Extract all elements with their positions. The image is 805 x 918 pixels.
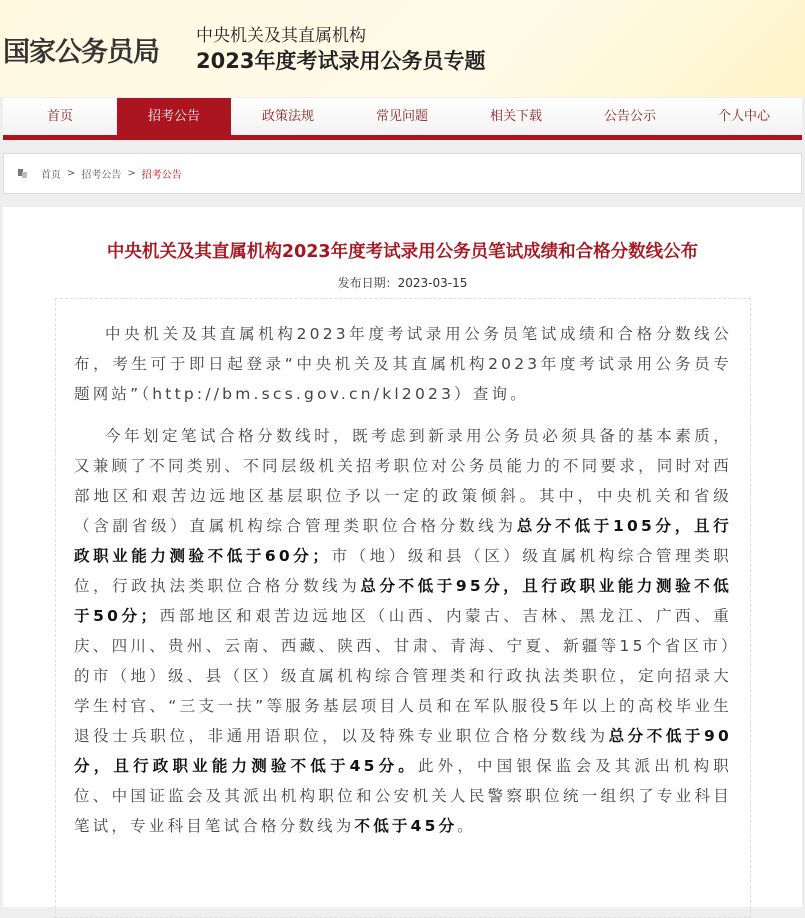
article-paragraph bbox=[74, 421, 732, 841]
breadcrumb-item[interactable]: 首页 bbox=[41, 170, 61, 181]
nav-tab-3[interactable]: 常见问题 bbox=[375, 109, 428, 124]
paragraph-text: 中央机关及其直属机构2023年度考试录用公务员笔试成绩和合格分数线公布，考生可于即日起登录“中央机关及其直属机构2023年度考试录用公务员专题网站”（http://bm.scs.gov.cn/kl2023）查询。 bbox=[74, 325, 732, 403]
publish-date: 发布日期：2023-03-15 bbox=[337, 276, 468, 290]
article-paragraph bbox=[74, 319, 732, 409]
paragraph-text: 今年划定笔试合格分数线时，既考虑到新录用公务员必须具备的基本素质，又兼顾了不同类别、不同层级机关招考职位对公务员能力的不同要求，同时对西部地区和艰苦边远地区基层职位予以一定的政策倾斜。其中，中央机关和省级（含副省级）直属机构综合管理类职位合格分数线为 bbox=[74, 427, 732, 535]
paragraph-text: 西部地区和艰苦边远地区（山西、内蒙古、吉林、黑龙江、广西、重庆、四川、贵州、云南、西藏、陕西、甘肃、青海、宁夏、新疆等15个省区市）的市（地）级、县（区）级直属机构综合管理类和行政执法类职位，定向招录大学生村官、“三支一扶”等服务基层项目人员和在军队服役5年以上的高校毕业生退役士兵职位，非通用语职位，以及特殊专业职位合格分数线为 bbox=[74, 607, 732, 745]
main-nav bbox=[3, 98, 802, 140]
nav-tab-4[interactable]: 相关下载 bbox=[489, 109, 542, 124]
header-subtitle: 中央机关及其直属机构 bbox=[196, 26, 366, 46]
site-header bbox=[0, 0, 805, 97]
site-logo[interactable]: 国家公务员局 bbox=[3, 37, 159, 68]
nav-tab-0[interactable]: 首页 bbox=[46, 109, 73, 124]
paragraph-text: 。 bbox=[457, 817, 476, 835]
highlight-text: 不低于45分 bbox=[354, 817, 458, 835]
paragraph-text: 市（地）级和县（区）级直属机构综合管理类职位，行政执法类职位合格分数线为 bbox=[74, 547, 733, 595]
paragraph-text: 此外，中国银保监会及其派出机构职位、中国证监会及其派出机构职位和公安机关人民警察职位统一组织了专业科目笔试，专业科目笔试合格分数线为 bbox=[74, 757, 733, 835]
nav-tab-6[interactable]: 个人中心 bbox=[717, 109, 770, 124]
highlight-text: 总分不低于90分，且行政职业能力测验不低于45分。 bbox=[74, 727, 732, 775]
nav-tab-1[interactable]: 招考公告 bbox=[117, 98, 231, 135]
header-title: 2023年度考试录用公务员专题 bbox=[196, 49, 486, 73]
highlight-text: 总分不低于105分，且行政职业能力测验不低于60分； bbox=[74, 517, 732, 565]
breadcrumb-separator: > bbox=[67, 168, 76, 179]
breadcrumb bbox=[3, 153, 802, 194]
highlight-text: 总分不低于95分，且行政职业能力测验不低于50分； bbox=[74, 577, 732, 625]
breadcrumb-icon bbox=[18, 169, 27, 178]
nav-tab-5[interactable]: 公告公示 bbox=[603, 109, 656, 124]
breadcrumb-item[interactable]: 招考公告 bbox=[141, 170, 182, 181]
breadcrumb-separator: > bbox=[127, 168, 136, 179]
article-body bbox=[55, 298, 751, 918]
nav-tab-2[interactable]: 政策法规 bbox=[261, 109, 314, 124]
article-container bbox=[3, 207, 802, 907]
article-title: 中央机关及其直属机构2023年度考试录用公务员笔试成绩和合格分数线公布 bbox=[106, 242, 699, 262]
breadcrumb-item[interactable]: 招考公告 bbox=[81, 170, 122, 181]
